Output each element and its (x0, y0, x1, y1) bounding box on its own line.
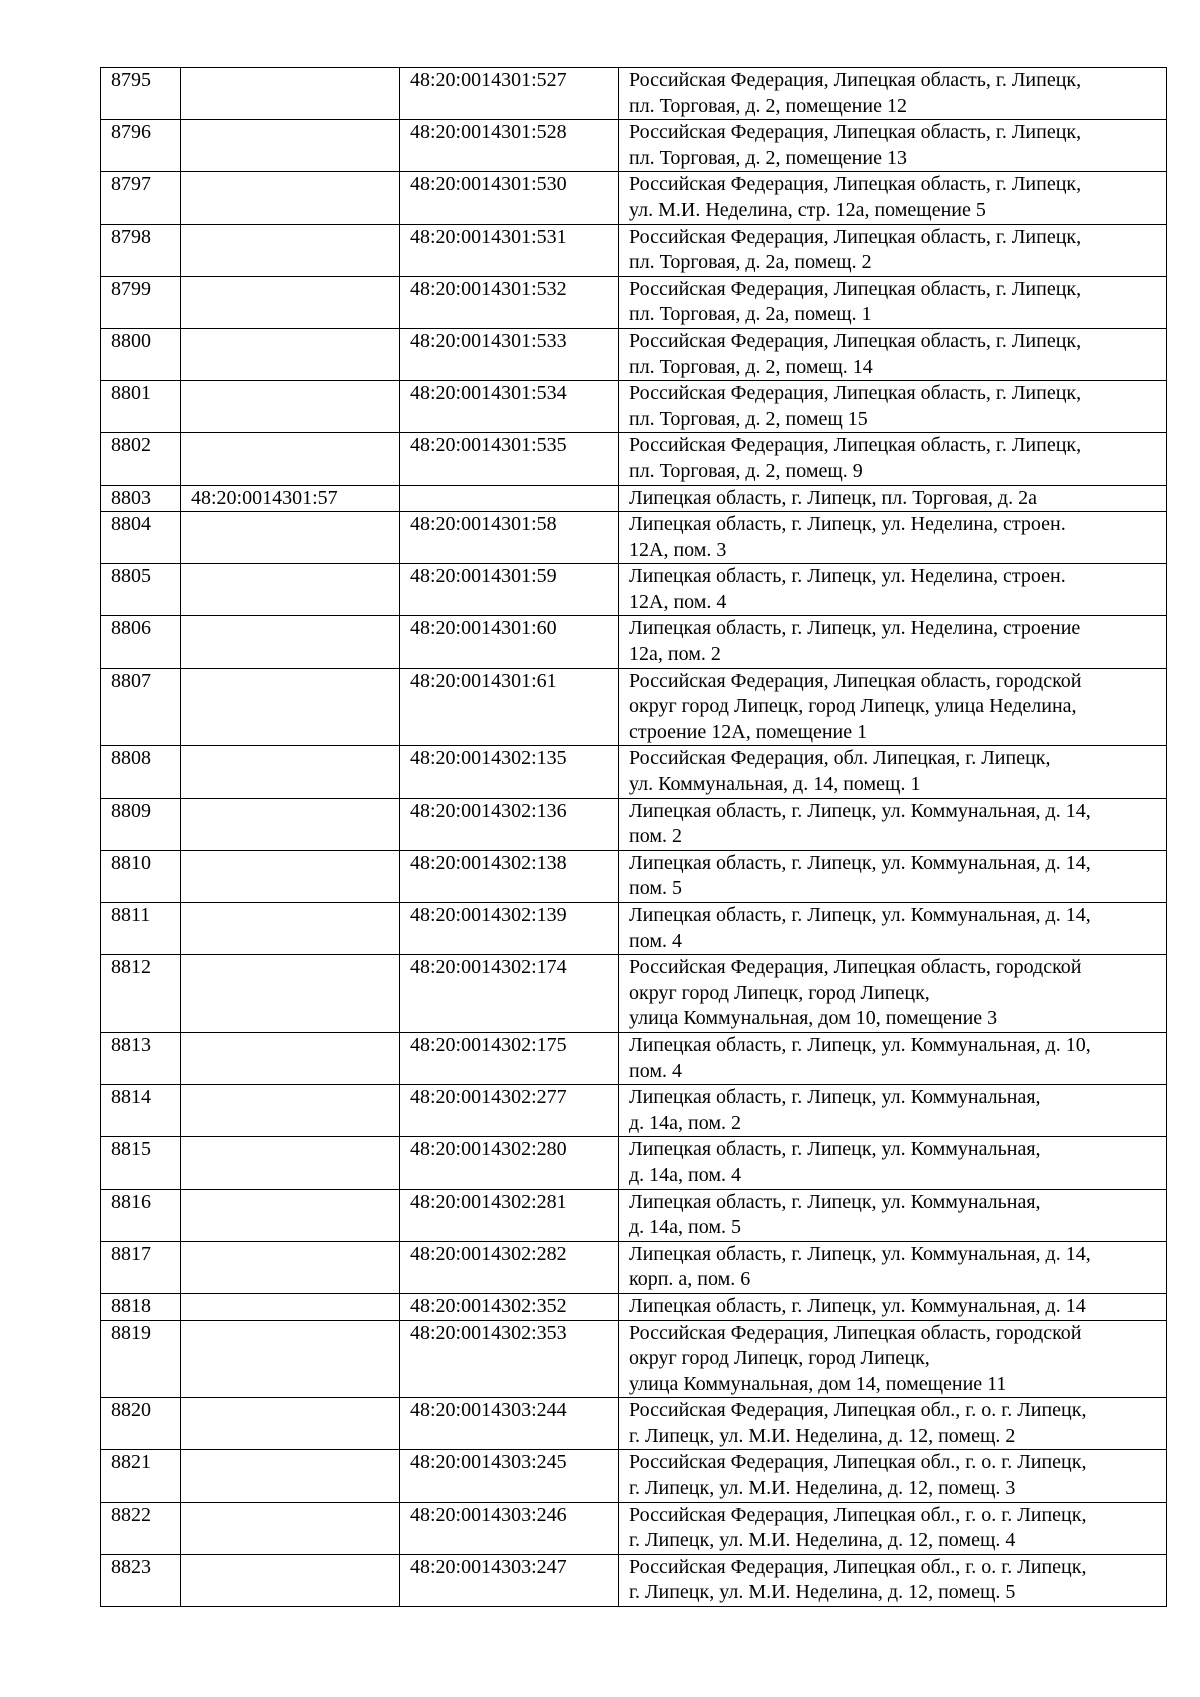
table-row (101, 328, 1167, 380)
cadastral-number-cell: 48:20:0014302:277 (400, 1085, 619, 1137)
row-number-cell: 8795 (101, 68, 181, 120)
row-number-cell: 8800 (101, 328, 181, 380)
row-number-cell: 8806 (101, 616, 181, 668)
address-cell: Липецкая область, г. Липецк, пл. Торговая, д. 2а (619, 485, 1167, 512)
cadastral-number-cell: 48:20:0014301:532 (400, 276, 619, 328)
land-parcel-number-cell (181, 616, 400, 668)
address-cell: Российская Федерация, Липецкая обл., г. о. г. Липецк, г. Липецк, ул. М.И. Неделина, д. 12, помещ. 2 (619, 1398, 1167, 1450)
address-cell: Липецкая область, г. Липецк, ул. Коммунальная, д. 14, пом. 4 (619, 903, 1167, 955)
cadastral-number-cell: 48:20:0014301:58 (400, 512, 619, 564)
land-parcel-number-cell (181, 433, 400, 485)
land-parcel-number-cell (181, 1189, 400, 1241)
land-parcel-number-cell (181, 1032, 400, 1084)
table-row (101, 1293, 1167, 1320)
address-cell: Российская Федерация, Липецкая область, городской округ город Липецк, город Липецк, улица Коммунальная, дом 14, помещение 11 (619, 1320, 1167, 1398)
cadastral-number-cell: 48:20:0014302:139 (400, 903, 619, 955)
row-number-cell: 8812 (101, 955, 181, 1033)
address-cell: Липецкая область, г. Липецк, ул. Коммунальная, д. 10, пом. 4 (619, 1032, 1167, 1084)
table-row (101, 564, 1167, 616)
land-parcel-number-cell (181, 903, 400, 955)
address-cell: Российская Федерация, Липецкая область, г. Липецк, пл. Торговая, д. 2, помещение 13 (619, 120, 1167, 172)
address-cell: Российская Федерация, Липецкая обл., г. о. г. Липецк, г. Липецк, ул. М.И. Неделина, д. 12, помещ. 5 (619, 1554, 1167, 1606)
land-parcel-number-cell (181, 850, 400, 902)
address-cell: Липецкая область, г. Липецк, ул. Коммунальная, д. 14а, пом. 2 (619, 1085, 1167, 1137)
cadastral-number-cell: 48:20:0014302:174 (400, 955, 619, 1033)
row-number-cell: 8820 (101, 1398, 181, 1450)
row-number-cell: 8810 (101, 850, 181, 902)
row-number-cell: 8811 (101, 903, 181, 955)
row-number-cell: 8813 (101, 1032, 181, 1084)
table-row (101, 798, 1167, 850)
cadastral-number-cell: 48:20:0014301:531 (400, 224, 619, 276)
row-number-cell: 8799 (101, 276, 181, 328)
address-cell: Российская Федерация, Липецкая область, г. Липецк, пл. Торговая, д. 2а, помещ. 2 (619, 224, 1167, 276)
address-cell: Российская Федерация, Липецкая область, г. Липецк, пл. Торговая, д. 2, помещение 12 (619, 68, 1167, 120)
land-parcel-number-cell (181, 276, 400, 328)
land-parcel-number-cell (181, 1554, 400, 1606)
row-number-cell: 8803 (101, 485, 181, 512)
cadastral-number-cell: 48:20:0014301:534 (400, 381, 619, 433)
row-number-cell: 8801 (101, 381, 181, 433)
land-parcel-number-cell (181, 172, 400, 224)
table-row (101, 746, 1167, 798)
row-number-cell: 8823 (101, 1554, 181, 1606)
land-parcel-number-cell (181, 1241, 400, 1293)
address-cell: Российская Федерация, Липецкая обл., г. о. г. Липецк, г. Липецк, ул. М.И. Неделина, д. 12, помещ. 4 (619, 1502, 1167, 1554)
table-row (101, 1137, 1167, 1189)
address-cell: Российская Федерация, Липецкая область, г. Липецк, пл. Торговая, д. 2, помещ 15 (619, 381, 1167, 433)
table-row (101, 850, 1167, 902)
table-row (101, 1189, 1167, 1241)
cadastral-number-cell: 48:20:0014303:247 (400, 1554, 619, 1606)
address-cell: Липецкая область, г. Липецк, ул. Коммунальная, д. 14, пом. 2 (619, 798, 1167, 850)
address-cell: Липецкая область, г. Липецк, ул. Коммунальная, д. 14, пом. 5 (619, 850, 1167, 902)
table-row (101, 1398, 1167, 1450)
row-number-cell: 8818 (101, 1293, 181, 1320)
table-row (101, 1032, 1167, 1084)
cadastral-number-cell: 48:20:0014302:352 (400, 1293, 619, 1320)
address-cell: Российская Федерация, Липецкая область, г. Липецк, пл. Торговая, д. 2, помещ. 9 (619, 433, 1167, 485)
table-row (101, 276, 1167, 328)
land-parcel-number-cell (181, 381, 400, 433)
cadastral-number-cell: 48:20:0014301:528 (400, 120, 619, 172)
row-number-cell: 8822 (101, 1502, 181, 1554)
land-parcel-number-cell (181, 1137, 400, 1189)
land-parcel-number-cell (181, 1293, 400, 1320)
table-row (101, 433, 1167, 485)
address-cell: Российская Федерация, Липецкая область, г. Липецк, пл. Торговая, д. 2а, помещ. 1 (619, 276, 1167, 328)
table-row (101, 381, 1167, 433)
cadastral-number-cell (400, 485, 619, 512)
land-parcel-number-cell (181, 1085, 400, 1137)
table-row (101, 120, 1167, 172)
cadastral-number-cell: 48:20:0014302:138 (400, 850, 619, 902)
cadastral-number-cell: 48:20:0014302:136 (400, 798, 619, 850)
cadastral-number-cell: 48:20:0014301:535 (400, 433, 619, 485)
address-cell: Российская Федерация, Липецкая обл., г. о. г. Липецк, г. Липецк, ул. М.И. Неделина, д. 12, помещ. 3 (619, 1450, 1167, 1502)
cadastral-number-cell: 48:20:0014302:353 (400, 1320, 619, 1398)
row-number-cell: 8798 (101, 224, 181, 276)
address-cell: Российская Федерация, Липецкая область, г. Липецк, ул. М.И. Неделина, стр. 12а, помещение 5 (619, 172, 1167, 224)
table-row (101, 616, 1167, 668)
table-row (101, 224, 1167, 276)
row-number-cell: 8804 (101, 512, 181, 564)
table-row (101, 68, 1167, 120)
land-parcel-number-cell (181, 1320, 400, 1398)
row-number-cell: 8816 (101, 1189, 181, 1241)
row-number-cell: 8802 (101, 433, 181, 485)
row-number-cell: 8805 (101, 564, 181, 616)
row-number-cell: 8797 (101, 172, 181, 224)
cadastral-number-cell: 48:20:0014302:282 (400, 1241, 619, 1293)
address-cell: Российская Федерация, Липецкая область, городской округ город Липецк, город Липецк, улица Коммунальная, дом 10, помещение 3 (619, 955, 1167, 1033)
land-parcel-number-cell (181, 746, 400, 798)
land-parcel-number-cell (181, 224, 400, 276)
row-number-cell: 8814 (101, 1085, 181, 1137)
table-row (101, 1554, 1167, 1606)
cadastral-number-cell: 48:20:0014301:530 (400, 172, 619, 224)
land-parcel-number-cell (181, 955, 400, 1033)
row-number-cell: 8815 (101, 1137, 181, 1189)
table-row (101, 1450, 1167, 1502)
land-parcel-number-cell (181, 328, 400, 380)
address-cell: Российская Федерация, Липецкая область, городской округ город Липецк, город Липецк, улица Неделина, строение 12А, помещение 1 (619, 668, 1167, 746)
cadastral-number-cell: 48:20:0014302:175 (400, 1032, 619, 1084)
row-number-cell: 8796 (101, 120, 181, 172)
land-parcel-number-cell (181, 1450, 400, 1502)
land-parcel-number-cell (181, 68, 400, 120)
table-row (101, 1502, 1167, 1554)
cadastral-number-cell: 48:20:0014301:60 (400, 616, 619, 668)
address-cell: Липецкая область, г. Липецк, ул. Неделина, строен. 12А, пом. 4 (619, 564, 1167, 616)
cadastral-number-cell: 48:20:0014303:246 (400, 1502, 619, 1554)
row-number-cell: 8807 (101, 668, 181, 746)
cadastral-number-cell: 48:20:0014302:280 (400, 1137, 619, 1189)
cadastral-number-cell: 48:20:0014301:61 (400, 668, 619, 746)
land-parcel-number-cell (181, 1502, 400, 1554)
cadastral-number-cell: 48:20:0014301:527 (400, 68, 619, 120)
land-parcel-number-cell (181, 798, 400, 850)
address-cell: Российская Федерация, Липецкая область, г. Липецк, пл. Торговая, д. 2, помещ. 14 (619, 328, 1167, 380)
address-cell: Липецкая область, г. Липецк, ул. Коммунальная, д. 14а, пом. 4 (619, 1137, 1167, 1189)
address-cell: Российская Федерация, обл. Липецкая, г. Липецк, ул. Коммунальная, д. 14, помещ. 1 (619, 746, 1167, 798)
table-row (101, 1241, 1167, 1293)
table-row (101, 668, 1167, 746)
registry-table (100, 67, 1167, 1607)
cadastral-number-cell: 48:20:0014302:135 (400, 746, 619, 798)
table-row (101, 485, 1167, 512)
address-cell: Липецкая область, г. Липецк, ул. Коммунальная, д. 14, корп. а, пом. 6 (619, 1241, 1167, 1293)
row-number-cell: 8817 (101, 1241, 181, 1293)
table-row (101, 903, 1167, 955)
row-number-cell: 8819 (101, 1320, 181, 1398)
land-parcel-number-cell (181, 1398, 400, 1450)
row-number-cell: 8809 (101, 798, 181, 850)
cadastral-number-cell: 48:20:0014303:244 (400, 1398, 619, 1450)
land-parcel-number-cell (181, 668, 400, 746)
address-cell: Липецкая область, г. Липецк, ул. Неделина, строение 12а, пом. 2 (619, 616, 1167, 668)
land-parcel-number-cell (181, 512, 400, 564)
cadastral-number-cell: 48:20:0014302:281 (400, 1189, 619, 1241)
address-cell: Липецкая область, г. Липецк, ул. Неделина, строен. 12А, пом. 3 (619, 512, 1167, 564)
table-row (101, 955, 1167, 1033)
table-row (101, 1320, 1167, 1398)
cadastral-number-cell: 48:20:0014301:533 (400, 328, 619, 380)
land-parcel-number-cell (181, 564, 400, 616)
address-cell: Липецкая область, г. Липецк, ул. Коммунальная, д. 14а, пом. 5 (619, 1189, 1167, 1241)
table-row (101, 1085, 1167, 1137)
cadastral-number-cell: 48:20:0014301:59 (400, 564, 619, 616)
table-row (101, 512, 1167, 564)
address-cell: Липецкая область, г. Липецк, ул. Коммунальная, д. 14 (619, 1293, 1167, 1320)
cadastral-number-cell: 48:20:0014303:245 (400, 1450, 619, 1502)
land-parcel-number-cell: 48:20:0014301:57 (181, 485, 400, 512)
registry-table-body (101, 68, 1167, 1607)
row-number-cell: 8821 (101, 1450, 181, 1502)
table-row (101, 172, 1167, 224)
land-parcel-number-cell (181, 120, 400, 172)
row-number-cell: 8808 (101, 746, 181, 798)
